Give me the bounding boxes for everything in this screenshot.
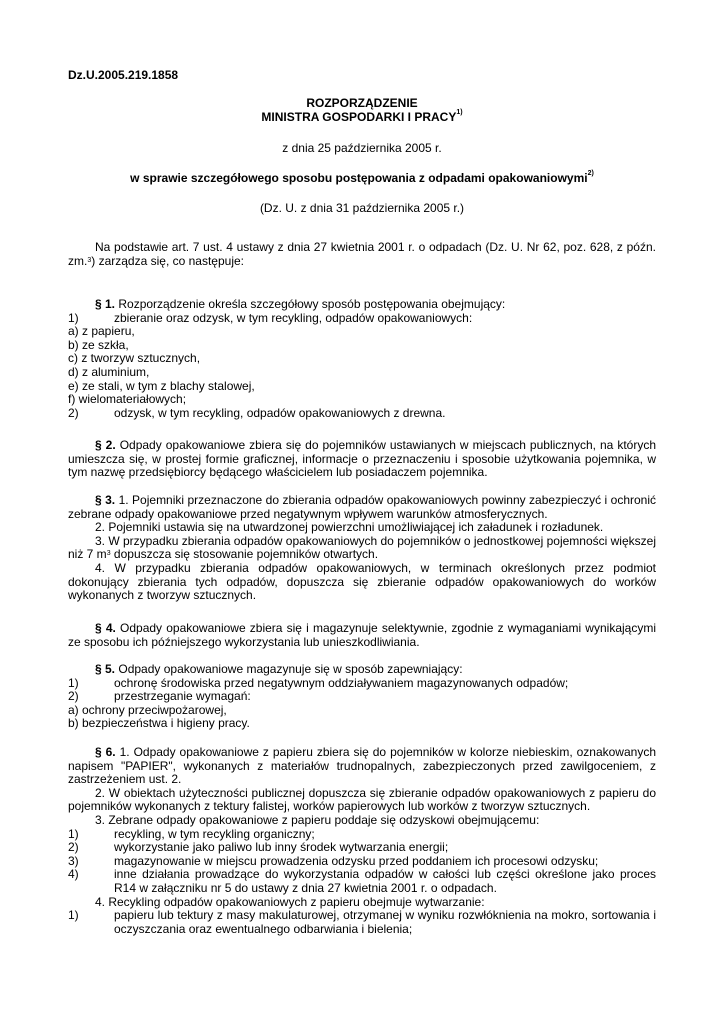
preamble: [68, 241, 656, 268]
item-number: 3): [68, 853, 79, 868]
item-text: ochronę środowiska przed negatywnym oddziaływaniem magazynowanych odpadów;: [114, 675, 569, 690]
section-4: [68, 622, 656, 649]
item-text: przestrzeganie wymagań:: [114, 689, 251, 704]
item-number: 1): [68, 310, 79, 325]
title-line-2: [40, 110, 684, 124]
section-6: [68, 746, 656, 936]
section-6-para-2: 2. W obiektach użyteczności publicznej dopuszcza się zbieranie odpadów opakowaniowych z papieru do pojemników wykonanych z tektury falistej, worków papierowych lub worków z tworzyw sztucznych.: [68, 785, 656, 814]
section-1-item-1: [68, 312, 656, 326]
item-number: 1): [68, 908, 79, 923]
section-1: [68, 298, 656, 420]
section-6-para-4: 4. Recykling odpadów opakowaniowych z papieru obejmuje wytwarzanie:: [95, 894, 485, 909]
section-6-para-3-item-1: [68, 828, 656, 842]
subject-footnote-ref: 2): [587, 170, 594, 177]
section-5-label: § 5.: [95, 662, 116, 676]
title-line-2-text: MINISTRA GOSPODARKI I PRACY: [261, 110, 457, 124]
section-5-item-b: b) bezpieczeństwa i higieny pracy.: [68, 716, 250, 731]
section-3-label: § 3.: [95, 493, 116, 507]
section-3-para-4: 4. W przypadku zbierania odpadów opakowaniowych, w terminach określonych przez podmiot dokonujący zbierania tych odpadów, dopuszcza się zbieranie odpadów opakowaniowych do worków wykonanych z tworzyw sztucznych.: [68, 560, 656, 603]
section-1-label: § 1.: [95, 297, 116, 311]
section-1-item-e: e) ze stali, w tym z blachy stalowej,: [68, 378, 255, 393]
act-subject: [40, 171, 684, 185]
item-number: 4): [68, 867, 79, 882]
section-1-intro: Rozporządzenie określa szczegółowy sposób postępowania obejmujący:: [118, 297, 506, 311]
section-5-intro: Odpady opakowaniowe magazynuje się w sposób zapewniający:: [118, 662, 463, 676]
section-1-item-d: d) z aluminium,: [68, 364, 150, 379]
section-1-item-c: c) z tworzyw sztucznych,: [68, 351, 201, 366]
section-1-item-2: [68, 407, 656, 421]
preamble-text-b: ) zarządza się, co następuje:: [91, 253, 244, 268]
item-text: recykling, w tym recykling organiczny;: [114, 826, 315, 841]
section-2-label: § 2.: [95, 438, 116, 452]
cubic-superscript: 3: [106, 550, 111, 558]
item-text: magazynowanie w miejscu prowadzenia odzysku przed poddaniem ich procesowi odzysku;: [114, 853, 599, 868]
item-number: 2): [68, 689, 79, 704]
item-text: zbieranie oraz odzysk, w tym recykling, odpadów opakowaniowych:: [114, 310, 473, 325]
item-text: papieru lub tektury z masy makulaturowej, otrzymanej w wyniku rozwłóknienia na mokro, sortowania i oczyszczania oraz ewentualnego odbarwiania i bielenia;: [114, 908, 656, 936]
item-text: inne działania prowadzące do wykorzystania odpadów w całości lub części określone jako proces R14 w załączniku nr 5 do ustawy z dnia 27 kwietnia 2001 r. o odpadach.: [114, 867, 656, 895]
section-3: [68, 494, 656, 603]
act-date: z dnia 25 października 2005 r.: [282, 141, 442, 155]
section-6-para-3-item-3: [68, 855, 656, 869]
section-1-item-f: f) wielomateriałowych;: [68, 392, 187, 407]
document-reference: Dz.U.2005.219.1858: [68, 68, 179, 82]
section-3-para-1: 1. Pojemniki przeznaczone do zbierania odpadów opakowaniowych powinny zabezpieczyć i ochronić zebrane odpady opakowaniowe przed negatywnym wpływem warunków atmosferycznych.: [68, 493, 657, 521]
item-number: 2): [68, 405, 79, 420]
section-6-label: § 6.: [95, 745, 116, 759]
preamble-footnote-ref: 3: [87, 256, 92, 264]
item-number: 1): [68, 675, 79, 690]
act-subject-text: w sprawie szczegółowego sposobu postępowania z odpadami opakowaniowymi: [130, 171, 588, 185]
section-5-item-a: a) ochrony przeciwpożarowej,: [68, 702, 227, 717]
item-text: odzysk, w tym recykling, odpadów opakowaniowych z drewna.: [114, 405, 446, 420]
section-6-para-1: 1. Odpady opakowaniowe z papieru zbiera się do pojemników w kolorze niebieskim, oznakowanych napisem "PAPIER", wykonanych z materiałów trudnopalnych, zabezpieczonych przed zawilgoceniem, z zastrzeżeniem ust. 2.: [68, 745, 656, 787]
section-6-para-3: 3. Zebrane odpady opakowaniowe z papieru poddaje się odzyskowi obejmującemu:: [95, 812, 540, 827]
section-1-item-b: b) ze szkła,: [68, 337, 129, 352]
section-1-item-a: a) z papieru,: [68, 324, 135, 339]
item-number: 1): [68, 826, 79, 841]
section-5: [68, 663, 656, 731]
section-3-para-3: [68, 535, 656, 562]
section-3-para-3-a: 3. W przypadku zbierania odpadów opakowaniowych do pojemników o jednostkowej pojemności większej niż 7 m: [68, 533, 656, 562]
title-footnote-ref: 1): [456, 109, 463, 116]
section-4-text: Odpady opakowaniowe zbiera się i magazynuje selektywnie, zgodnie z wymaganiami wynikającymi ze sposobu ich późniejszego wykorzystania lub unieszkodliwiania.: [68, 621, 656, 649]
section-6-para-3-item-2: [68, 841, 656, 855]
section-5-item-2: [68, 690, 656, 704]
section-4-label: § 4.: [95, 621, 116, 635]
section-3-para-3-b: dopuszcza się stosowanie pojemników otwartych.: [110, 547, 379, 562]
section-6-para-3-item-4: [68, 868, 656, 895]
section-6-para-4-item-1: [68, 909, 656, 936]
item-text: wykorzystanie jako paliwo lub inny środek wytwarzania energii;: [114, 840, 449, 855]
section-2: [68, 439, 656, 480]
publication-info: (Dz. U. z dnia 31 października 2005 r.): [259, 201, 465, 215]
item-number: 2): [68, 840, 79, 855]
section-3-para-2: 2. Pojemniki ustawia się na utwardzonej powierzchni umożliwiającej ich załadunek i rozładunek.: [95, 520, 604, 535]
section-2-text: Odpady opakowaniowe zbiera się do pojemników ustawianych w miejscach publicznych, na których umieszcza się, w prostej formie graficznej, informacje o przeznaczeniu i sposobie użytkowania pojemnika, w tym nazwę przedsiębiorcy będącego właścicielem lub posiadaczem pojemnika.: [68, 438, 657, 480]
title-line-1: ROZPORZĄDZENIE: [306, 96, 418, 110]
preamble-text-a: Na podstawie art. 7 ust. 4 ustawy z dnia 27 kwietnia 2001 r. o odpadach (Dz. U. Nr 62, poz. 628, z późn. zm.: [68, 240, 656, 268]
section-5-item-1: [68, 677, 656, 691]
